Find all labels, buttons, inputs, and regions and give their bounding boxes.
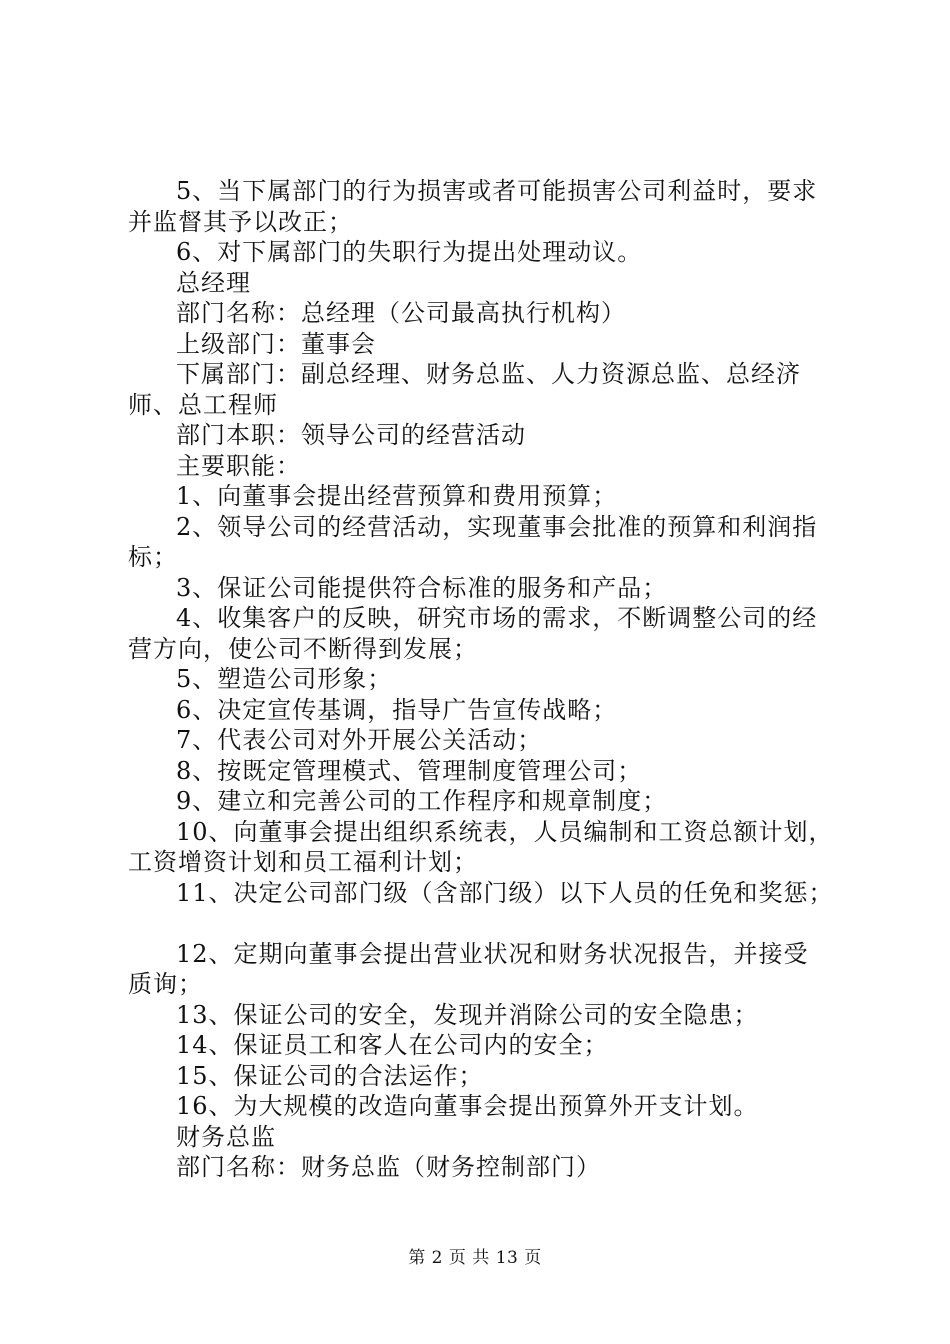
paragraph-line: 师、总工程师: [128, 390, 278, 419]
section-heading: 总经理: [176, 268, 251, 297]
document-body: [128, 176, 838, 1183]
paragraph-line: 下属部门：副总经理、财务总监、人力资源总监、总经济: [176, 360, 801, 388]
list-item-continuation: 营方向，使公司不断得到发展；: [128, 634, 478, 663]
list-item: 12、定期向董事会提出营业状况和财务状况报告，并接受: [176, 939, 809, 968]
list-item: 11、决定公司部门级（含部门级）以下人员的任免和奖惩；: [176, 878, 834, 907]
paragraph-line: 主要职能：: [176, 451, 301, 480]
paragraph-line: 6、对下属部门的失职行为提出处理动议。: [176, 238, 643, 266]
list-item: 16、为大规模的改造向董事会提出预算外开支计划。: [176, 1092, 759, 1120]
list-item: 13、保证公司的安全，发现并消除公司的安全隐患；: [176, 1000, 759, 1029]
list-item: 8、按既定管理模式、管理制度管理公司；: [176, 756, 643, 785]
paragraph-line: 并监督其予以改正；: [128, 207, 353, 236]
paragraph-line: 部门本职：领导公司的经营活动: [176, 421, 526, 449]
list-item: 14、保证员工和客人在公司内的安全；: [176, 1031, 609, 1059]
section-heading: 财务总监: [176, 1122, 276, 1151]
list-item: 5、塑造公司形象；: [176, 665, 393, 693]
page-footer: [0, 1243, 950, 1268]
list-item: 9、建立和完善公司的工作程序和规章制度；: [176, 787, 668, 815]
list-item: 3、保证公司能提供符合标准的服务和产品；: [176, 573, 668, 602]
list-item: 7、代表公司对外开展公关活动；: [176, 726, 543, 754]
page-number: 第 2 页 共 13 页: [408, 1248, 542, 1268]
list-item-continuation: 质询；: [128, 970, 203, 998]
list-item: 6、决定宣传基调，指导广告宣传战略；: [176, 695, 618, 724]
list-item: 1、向董事会提出经营预算和费用预算；: [176, 482, 618, 510]
list-item: 15、保证公司的合法运作；: [176, 1061, 484, 1090]
blank-line: [128, 908, 838, 939]
list-item: 4、收集客户的反映，研究市场的需求，不断调整公司的经: [176, 604, 818, 632]
list-item-continuation: 标；: [128, 543, 178, 571]
list-item: 2、领导公司的经营活动，实现董事会批准的预算和利润指: [176, 512, 818, 541]
paragraph-line: 部门名称：财务总监（财务控制部门）: [176, 1153, 601, 1181]
list-item: 10、向董事会提出组织系统表，人员编制和工资总额计划，: [176, 817, 834, 846]
paragraph-line: 上级部门：董事会: [176, 329, 376, 358]
list-item-continuation: 工资增资计划和员工福利计划；: [128, 848, 478, 876]
paragraph-line: 部门名称：总经理（公司最高执行机构）: [176, 299, 626, 327]
paragraph-line: 5、当下属部门的行为损害或者可能损害公司利益时，要求: [176, 177, 818, 205]
